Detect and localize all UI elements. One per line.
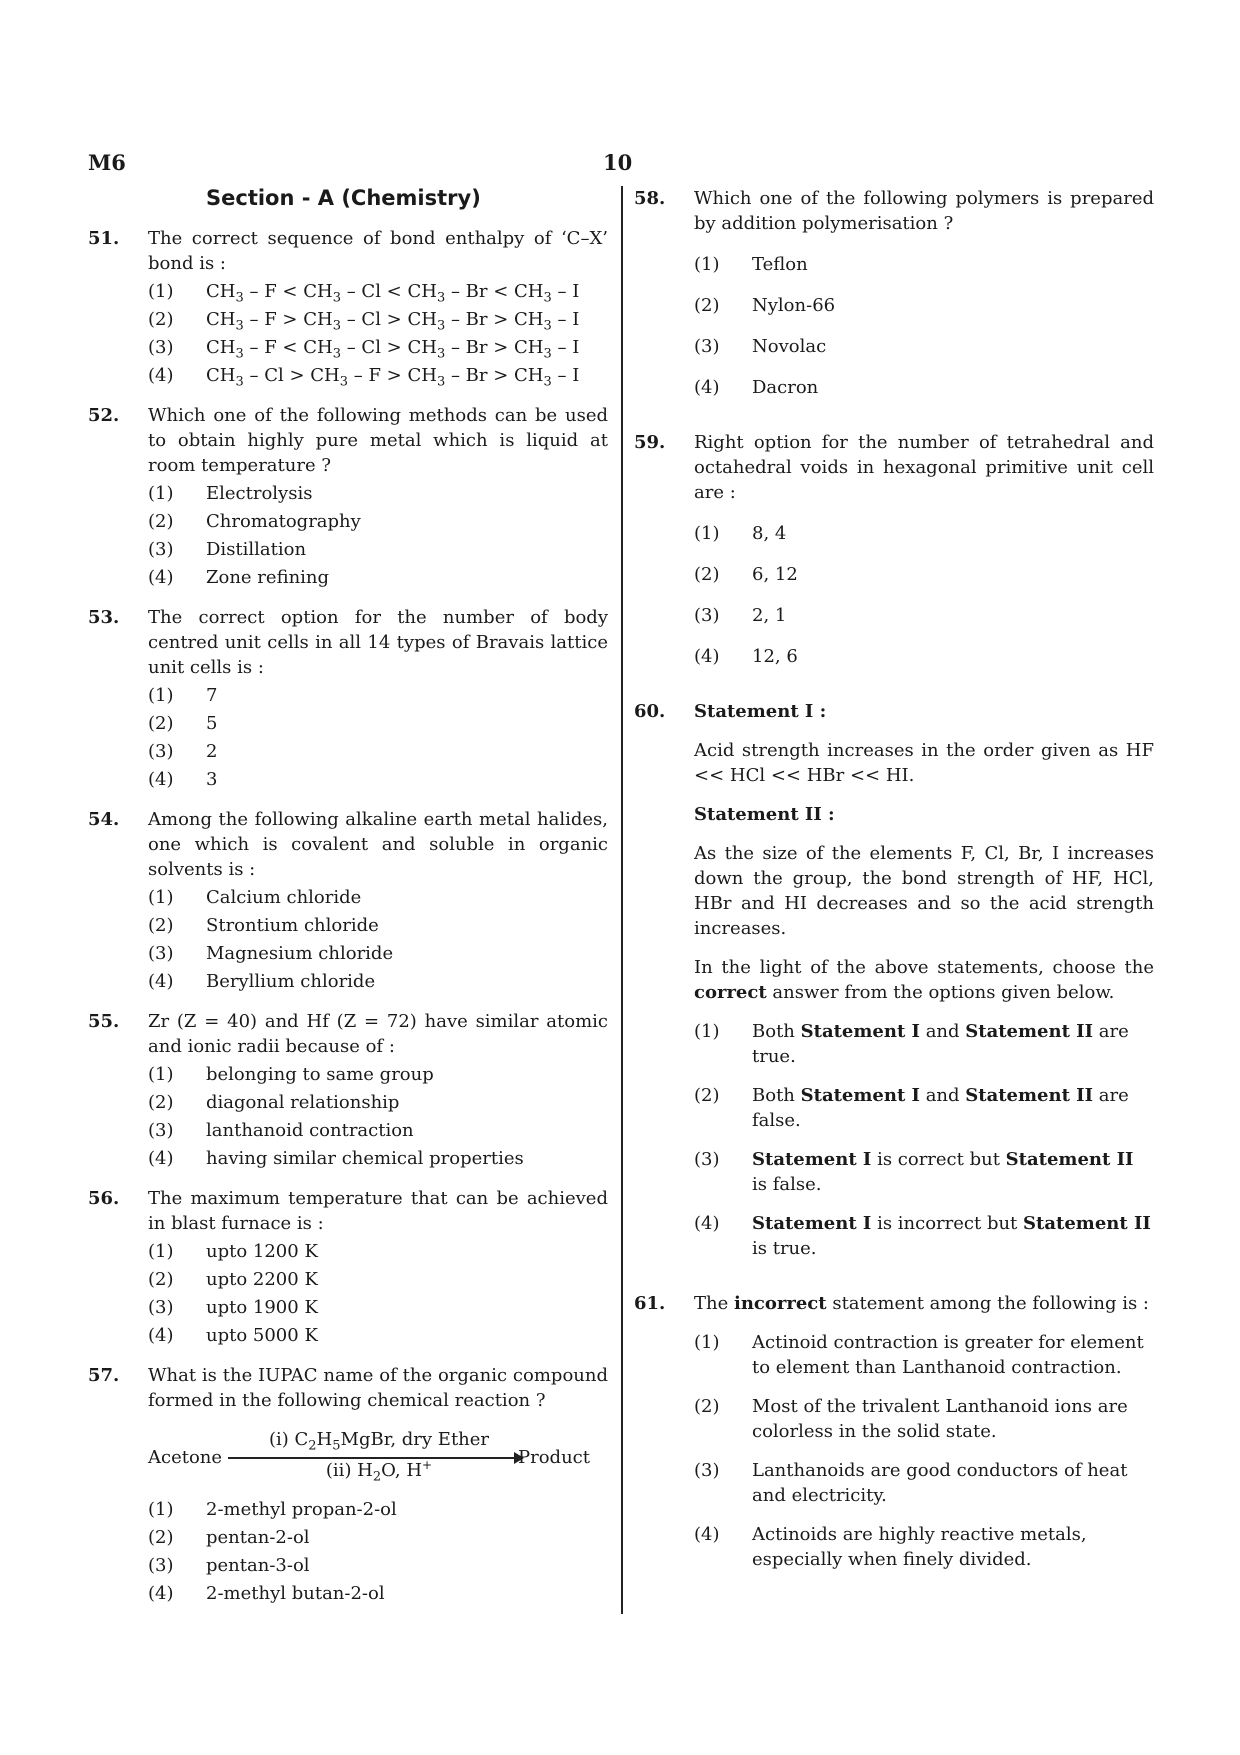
question-number: 58. bbox=[634, 188, 666, 209]
option-text: Magnesium chloride bbox=[206, 943, 394, 964]
option bbox=[694, 562, 1154, 587]
option bbox=[148, 1525, 608, 1550]
option bbox=[694, 1458, 1154, 1508]
reactant: Acetone bbox=[148, 1447, 223, 1468]
option bbox=[148, 1581, 608, 1606]
option-text: Lanthanoids are good conductors of heat and electricity. bbox=[752, 1460, 1128, 1506]
option-number: (4) bbox=[694, 646, 720, 667]
option bbox=[148, 885, 608, 910]
option bbox=[694, 603, 1154, 628]
right-column bbox=[634, 186, 1154, 1602]
option-text: Beryllium chloride bbox=[206, 971, 376, 992]
statement-1-text: Acid strength increases in the order given as HF << HCl << HBr << HI. bbox=[694, 740, 1154, 786]
option-number: (2) bbox=[148, 1269, 174, 1290]
option-text: upto 1900 K bbox=[206, 1297, 318, 1318]
option-text: $CH_3 - F < CH_3 - Cl > CH_3 - Br > CH_3 - I$ bbox=[206, 337, 580, 362]
question-text: The correct option for the number of body centred unit cells in all 14 types of Bravais lattice unit cells is : bbox=[148, 607, 608, 678]
question-text: The correct sequence of bond enthalpy of ‘C–X’ bond is : bbox=[148, 228, 608, 274]
option-text: Actinoid contraction is greater for element to element than Lanthanoid contraction. bbox=[752, 1332, 1144, 1378]
reagent-above-arrow: (i) $C_2H_5MgBr$, dry Ether bbox=[268, 1429, 490, 1454]
option-text: Actinoids are highly reactive metals, especially when finely divided. bbox=[752, 1524, 1087, 1570]
option-text: 5 bbox=[206, 713, 218, 734]
option-number: (1) bbox=[694, 523, 720, 544]
left-column bbox=[88, 186, 608, 1621]
option-text: belonging to same group bbox=[206, 1064, 434, 1085]
option bbox=[694, 644, 1154, 669]
reaction-scheme bbox=[148, 1427, 608, 1487]
option-number: (4) bbox=[694, 377, 720, 398]
option bbox=[148, 941, 608, 966]
option-text: Statement I is correct but Statement II is false. bbox=[752, 1149, 1134, 1195]
option-text: $CH_3 - Cl > CH_3 - F > CH_3 - Br > CH_3 - I$ bbox=[206, 365, 580, 390]
option bbox=[694, 1394, 1154, 1444]
option-number: (4) bbox=[694, 1524, 720, 1545]
option bbox=[694, 1211, 1154, 1261]
option bbox=[148, 767, 608, 792]
option-number: (2) bbox=[148, 511, 174, 532]
option-number: (3) bbox=[694, 1460, 720, 1481]
option bbox=[148, 1118, 608, 1143]
option bbox=[148, 1553, 608, 1578]
option bbox=[148, 335, 608, 360]
option bbox=[148, 279, 608, 304]
option-number: (3) bbox=[148, 337, 174, 358]
question-number: 55. bbox=[88, 1011, 120, 1032]
option-number: (1) bbox=[148, 685, 174, 706]
option bbox=[148, 969, 608, 994]
option-text: Dacron bbox=[752, 377, 819, 398]
option-text: Nylon-66 bbox=[752, 295, 836, 316]
instruction-pre: In the light of the above statements, choose the bbox=[694, 957, 1154, 978]
question-text: Among the following alkaline earth metal halides, one which is covalent and soluble in organic solvents is : bbox=[148, 809, 608, 880]
question-number: 56. bbox=[88, 1188, 120, 1209]
instruction bbox=[694, 955, 1154, 1005]
option bbox=[694, 1147, 1154, 1197]
option bbox=[694, 1522, 1154, 1572]
question-text: Zr (Z = 40) and Hf (Z = 72) have similar atomic and ionic radii because of : bbox=[148, 1011, 608, 1057]
option-text: Teflon bbox=[752, 254, 808, 275]
option-number: (2) bbox=[148, 309, 174, 330]
option bbox=[148, 537, 608, 562]
option-text: having similar chemical properties bbox=[206, 1148, 524, 1169]
question-55 bbox=[88, 1009, 608, 1171]
option-text: Most of the trivalent Lanthanoid ions are colorless in the solid state. bbox=[752, 1396, 1128, 1442]
option bbox=[148, 1323, 608, 1348]
instruction-emphasis: correct bbox=[694, 982, 767, 1003]
option-text: Calcium chloride bbox=[206, 887, 362, 908]
statement-1-label: Statement I : bbox=[694, 701, 827, 722]
option bbox=[148, 307, 608, 332]
question-number: 52. bbox=[88, 405, 120, 426]
option bbox=[148, 913, 608, 938]
question-text: Which one of the following methods can be used to obtain highly pure metal which is liquid at room temperature ? bbox=[148, 405, 608, 476]
question-number: 60. bbox=[634, 701, 666, 722]
option-number: (4) bbox=[148, 1325, 174, 1346]
question-number: 57. bbox=[88, 1365, 120, 1386]
option-number: (2) bbox=[148, 1092, 174, 1113]
option-number: (3) bbox=[148, 1120, 174, 1141]
option bbox=[148, 739, 608, 764]
question-52 bbox=[88, 403, 608, 590]
option-number: (4) bbox=[694, 1213, 720, 1234]
question-58 bbox=[634, 186, 1154, 400]
option-text: 2 bbox=[206, 741, 218, 762]
option-text: Both Statement I and Statement II are true. bbox=[752, 1021, 1129, 1067]
option-text: 6, 12 bbox=[752, 564, 798, 585]
option-number: (3) bbox=[148, 1297, 174, 1318]
option-text: Electrolysis bbox=[206, 483, 313, 504]
option-text: 3 bbox=[206, 769, 218, 790]
question-number: 51. bbox=[88, 228, 120, 249]
question-53 bbox=[88, 605, 608, 792]
option-number: (4) bbox=[148, 769, 174, 790]
option-text: upto 1200 K bbox=[206, 1241, 318, 1262]
option bbox=[148, 1295, 608, 1320]
option-text: 12, 6 bbox=[752, 646, 798, 667]
option-number: (3) bbox=[148, 943, 174, 964]
option bbox=[694, 1019, 1154, 1069]
option-text: Zone refining bbox=[206, 567, 330, 588]
option bbox=[148, 683, 608, 708]
question-number: 61. bbox=[634, 1293, 666, 1314]
question-57 bbox=[88, 1363, 608, 1606]
question-60 bbox=[634, 699, 1154, 1261]
question-text: What is the IUPAC name of the organic compound formed in the following chemical reaction ? bbox=[148, 1365, 608, 1411]
option-number: (1) bbox=[148, 281, 174, 302]
question-61 bbox=[634, 1291, 1154, 1572]
option bbox=[694, 1083, 1154, 1133]
question-56 bbox=[88, 1186, 608, 1348]
option bbox=[148, 509, 608, 534]
option-number: (3) bbox=[148, 741, 174, 762]
option-text: 2-methyl butan-2-ol bbox=[206, 1583, 385, 1604]
question-text: The incorrect statement among the following is : bbox=[694, 1293, 1149, 1314]
question-number: 59. bbox=[634, 432, 666, 453]
option-number: (3) bbox=[694, 605, 720, 626]
question-text: Right option for the number of tetrahedral and octahedral voids in hexagonal primitive unit cell are : bbox=[694, 432, 1154, 503]
option-number: (2) bbox=[694, 564, 720, 585]
option-number: (2) bbox=[694, 1396, 720, 1417]
option-number: (1) bbox=[694, 254, 720, 275]
instruction-post: answer from the options given below. bbox=[772, 982, 1115, 1003]
option-text: Chromatography bbox=[206, 511, 361, 532]
option-number: (3) bbox=[694, 1149, 720, 1170]
option-text: $CH_3 - F > CH_3 - Cl > CH_3 - Br > CH_3 - I$ bbox=[206, 309, 580, 334]
option-text: pentan-2-ol bbox=[206, 1527, 310, 1548]
statement-2-label: Statement II : bbox=[694, 804, 835, 825]
option-number: (4) bbox=[148, 567, 174, 588]
column-divider bbox=[621, 186, 623, 1614]
option-number: (4) bbox=[148, 365, 174, 386]
option-text: Statement I is incorrect but Statement II is true. bbox=[752, 1213, 1151, 1259]
option bbox=[148, 1239, 608, 1264]
option-number: (4) bbox=[148, 1148, 174, 1169]
reagent-below-arrow: (ii) $H_2O$, H+ bbox=[325, 1458, 433, 1485]
option-number: (2) bbox=[694, 1085, 720, 1106]
option-text: 8, 4 bbox=[752, 523, 787, 544]
question-54 bbox=[88, 807, 608, 994]
option bbox=[148, 481, 608, 506]
option-number: (4) bbox=[148, 1583, 174, 1604]
option-text: Both Statement I and Statement II are false. bbox=[752, 1085, 1129, 1131]
option-number: (1) bbox=[148, 1241, 174, 1262]
option-number: (2) bbox=[148, 1527, 174, 1548]
product: Product bbox=[518, 1447, 590, 1468]
option bbox=[148, 363, 608, 388]
page-number: 10 bbox=[603, 150, 633, 175]
option-text: $CH_3 - F < CH_3 - Cl < CH_3 - Br < CH_3 - I$ bbox=[206, 281, 580, 306]
option-text: upto 5000 K bbox=[206, 1325, 318, 1346]
option bbox=[148, 1146, 608, 1171]
option-text: Distillation bbox=[206, 539, 307, 560]
paper-code: M6 bbox=[88, 150, 126, 175]
section-title: Section - A (Chemistry) bbox=[206, 186, 481, 210]
option-number: (1) bbox=[694, 1332, 720, 1353]
option-number: (3) bbox=[694, 336, 720, 357]
option bbox=[148, 565, 608, 590]
option bbox=[148, 1497, 608, 1522]
option-text: Strontium chloride bbox=[206, 915, 379, 936]
option bbox=[694, 375, 1154, 400]
option bbox=[148, 1062, 608, 1087]
question-59 bbox=[634, 430, 1154, 669]
option-number: (3) bbox=[148, 539, 174, 560]
option-number: (2) bbox=[148, 713, 174, 734]
option-text: upto 2200 K bbox=[206, 1269, 318, 1290]
option-text: pentan-3-ol bbox=[206, 1555, 310, 1576]
option-text: 2, 1 bbox=[752, 605, 787, 626]
question-number: 53. bbox=[88, 607, 120, 628]
option-number: (1) bbox=[148, 483, 174, 504]
option-number: (2) bbox=[694, 295, 720, 316]
option-number: (1) bbox=[148, 1064, 174, 1085]
option-text: diagonal relationship bbox=[206, 1092, 400, 1113]
option bbox=[694, 1330, 1154, 1380]
question-text: The maximum temperature that can be achieved in blast furnace is : bbox=[148, 1188, 608, 1234]
option-number: (4) bbox=[148, 971, 174, 992]
option-text: lanthanoid contraction bbox=[206, 1120, 414, 1141]
option bbox=[148, 1090, 608, 1115]
option bbox=[148, 1267, 608, 1292]
option bbox=[694, 334, 1154, 359]
question-number: 54. bbox=[88, 809, 120, 830]
option-number: (1) bbox=[694, 1021, 720, 1042]
option-text: Novolac bbox=[752, 336, 827, 357]
option-number: (2) bbox=[148, 915, 174, 936]
option bbox=[694, 293, 1154, 318]
question-51 bbox=[88, 226, 608, 388]
option-number: (3) bbox=[148, 1555, 174, 1576]
option-text: 2-methyl propan-2-ol bbox=[206, 1499, 397, 1520]
option bbox=[694, 252, 1154, 277]
question-text: Which one of the following polymers is prepared by addition polymerisation ? bbox=[694, 188, 1154, 234]
option bbox=[148, 711, 608, 736]
option bbox=[694, 521, 1154, 546]
option-number: (1) bbox=[148, 887, 174, 908]
option-text: 7 bbox=[206, 685, 218, 706]
option-number: (1) bbox=[148, 1499, 174, 1520]
statement-2-text: As the size of the elements F, Cl, Br, I increases down the group, the bond strength of HF, HCl, HBr and HI decreases and so the acid strength increases. bbox=[694, 843, 1154, 939]
